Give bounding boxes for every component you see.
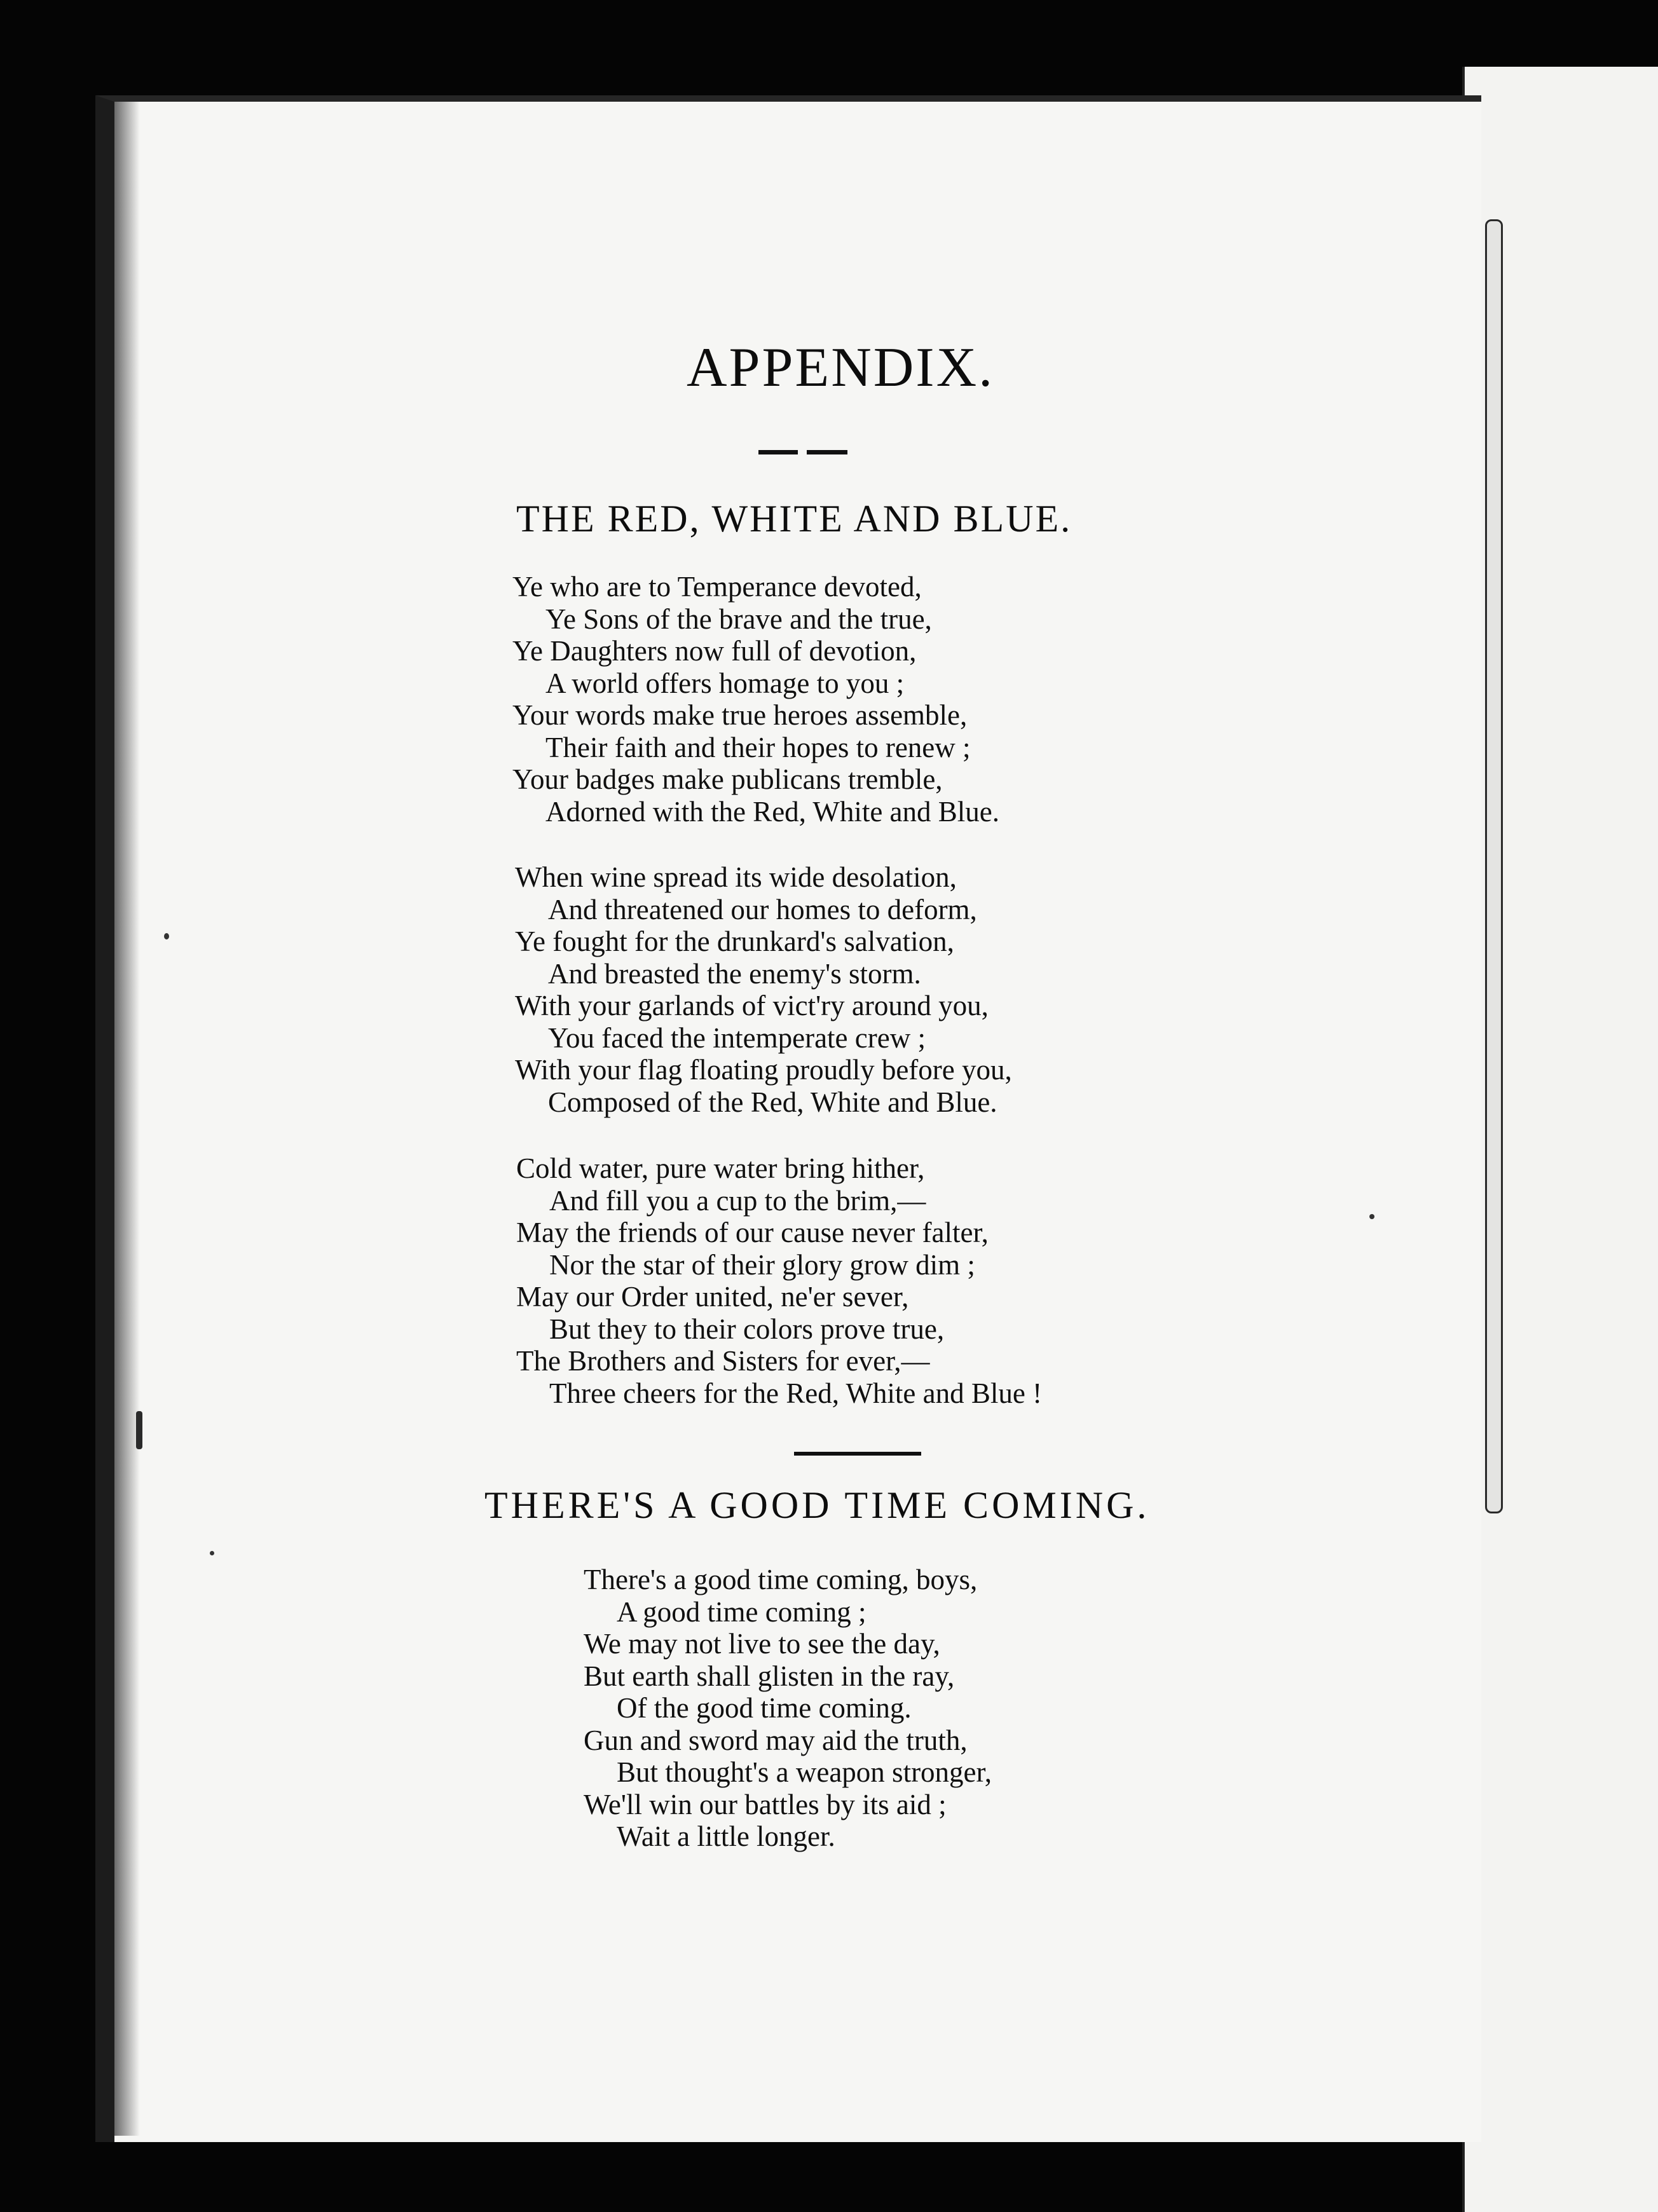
verse-line: When wine spread its wide desolation, (515, 861, 957, 893)
verse-line: A world offers homage to you ; (545, 667, 905, 699)
section-rule-divider (794, 1452, 921, 1456)
verse-line: Ye fought for the drunkard's salvation, (515, 925, 954, 957)
verse-line: May our Order united, ne'er sever, (516, 1281, 909, 1313)
song-title-red-white-blue: THE RED, WHITE AND BLUE. (516, 498, 1072, 540)
verse-line: We may not live to see the day, (584, 1628, 940, 1660)
stanza-1 (512, 571, 999, 828)
verse-line: May the friends of our cause never falter, (516, 1217, 989, 1248)
verse-line: But they to their colors prove true, (549, 1313, 945, 1345)
verse-line: With your garlands of vict'ry around you, (515, 990, 989, 1021)
verse-line: Of the good time coming. (617, 1692, 912, 1724)
verse-line: Three cheers for the Red, White and Blue ! (549, 1377, 1043, 1409)
appendix-heading: APPENDIX. (687, 337, 995, 399)
verse-line: But thought's a weapon stronger, (617, 1756, 992, 1788)
verse-line: Wait a little longer. (617, 1820, 835, 1852)
verse-line: Composed of the Red, White and Blue. (548, 1086, 997, 1118)
verse-line: And threatened our homes to deform, (548, 893, 977, 925)
verse-line: Ye Daughters now full of devotion, (512, 635, 917, 667)
verse-line: Ye who are to Temperance devoted, (512, 571, 922, 603)
scan-speck (210, 1551, 214, 1555)
song-title-good-time-coming: THERE'S A GOOD TIME COMING. (484, 1484, 1150, 1526)
verse-line: We'll win our battles by its aid ; (584, 1788, 947, 1820)
verse-line: Adorned with the Red, White and Blue. (545, 795, 1000, 828)
scan-speck (164, 933, 169, 939)
verse-line: You faced the intemperate crew ; (548, 1021, 926, 1054)
verse-line: There's a good time coming, boys, (584, 1564, 978, 1595)
verse-line: Gun and sword may aid the truth, (584, 1724, 968, 1756)
verse-line: But earth shall glisten in the ray, (584, 1660, 955, 1692)
verse-line: Nor the star of their glory grow dim ; (549, 1248, 975, 1281)
double-rule-divider (758, 450, 847, 455)
verse-line: And breasted the enemy's storm. (548, 957, 921, 990)
verse-line: With your flag floating proudly before you, (515, 1054, 1012, 1086)
verse-line: And fill you a cup to the brim,— (549, 1184, 926, 1217)
verse-line: A good time coming ; (617, 1595, 867, 1628)
verse-line: Your badges make publicans tremble, (512, 763, 943, 795)
verse-line: Ye Sons of the brave and the true, (545, 603, 932, 635)
verse-line: The Brothers and Sisters for ever,— (516, 1345, 930, 1377)
verse-line: Their faith and their hopes to renew ; (545, 731, 971, 763)
stanza-good-time (584, 1564, 992, 1853)
stanza-2 (515, 861, 1012, 1118)
verse-line: Cold water, pure water bring hither, (516, 1152, 925, 1184)
stanza-3 (516, 1152, 1042, 1409)
scan-speck (1369, 1214, 1374, 1219)
scan-speck (136, 1411, 142, 1449)
verse-line: Your words make true heroes assemble, (512, 699, 968, 731)
